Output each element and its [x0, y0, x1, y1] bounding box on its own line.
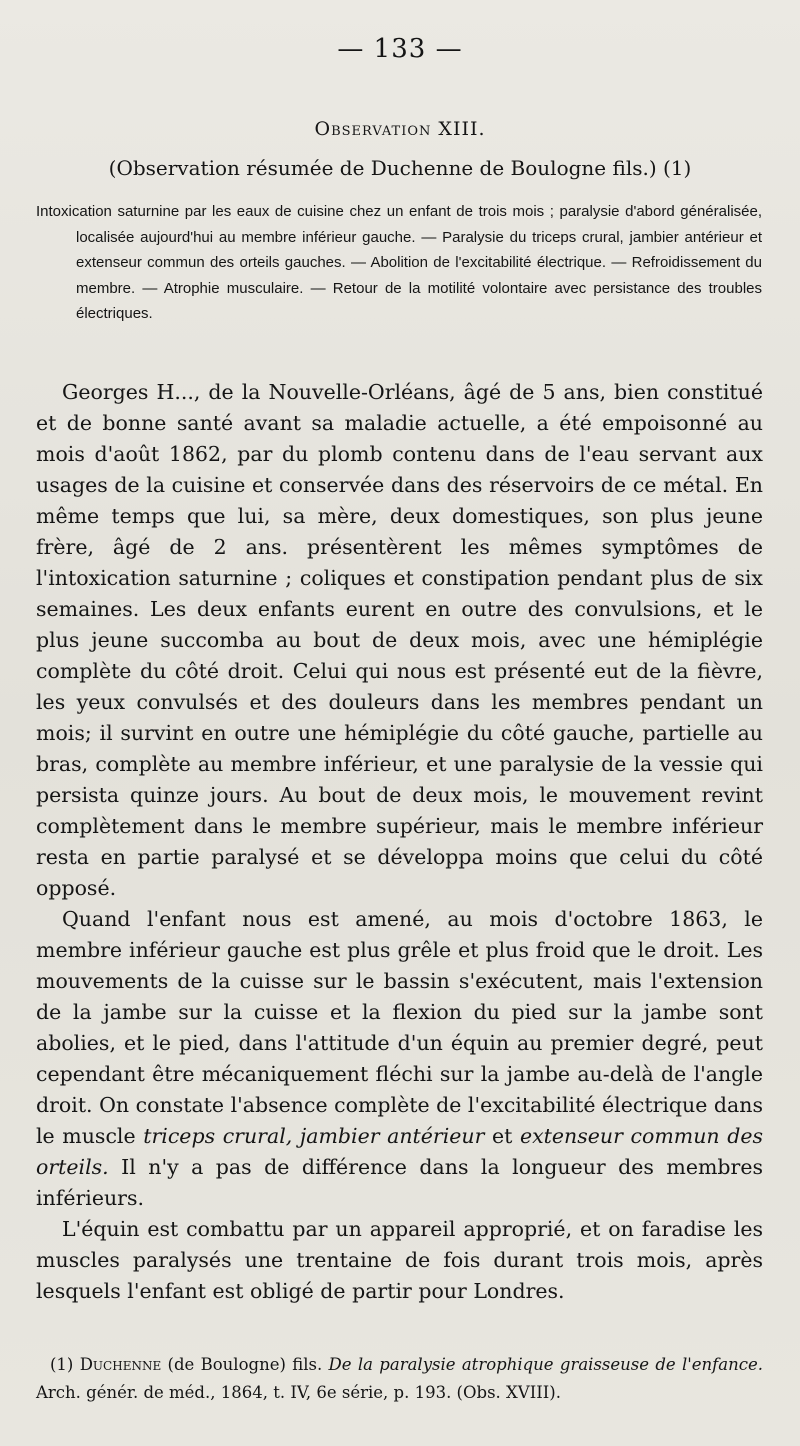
observation-subtitle: (Observation résumée de Duchenne de Boulogne fils.) (1) [108, 156, 692, 180]
footnote-marker: (1) [50, 1355, 80, 1374]
footnote-author-detail: (de Boulogne) fils. [161, 1355, 329, 1374]
paragraph-examination-text-mid: et [484, 1124, 520, 1148]
muscle-names-italic-2: extenseur commun des orteils. [36, 1124, 763, 1179]
footnote [36, 1351, 763, 1407]
footnote-reference: Arch. génér. de méd., 1864, t. IV, 6e série, p. 193. (Obs. XVIII). [36, 1383, 561, 1402]
observation-title: Observation XIII. [314, 118, 486, 140]
paragraph-examination [36, 904, 763, 1214]
paragraph-history: Georges H..., de la Nouvelle-Orléans, âgé de 5 ans, bien constitué et de bonne santé avant sa maladie actuelle, a été empoisonné au mois d'août 1862, par du plomb contenu dans de l'eau servant aux usages de la cuisine et conservée dans des réservoirs de ce métal. En même temps que lui, sa mère, deux domestiques, son plus jeune frère, âgé de 2 ans. présentèrent les mêmes symptômes de l'intoxication saturnine ; coliques et constipation pendant plus de six semaines. Les deux enfants eurent en outre des convulsions, et le plus jeune succomba au bout de deux mois, avec une hémiplégie complète du côté droit. Celui qui nous est présenté eut de la fièvre, les yeux convulsés et des douleurs dans les membres pendant un mois; il survint en outre une hémiplégie du côté gauche, partielle au bras, complète au membre inférieur, et une paralysie de la vessie qui persista quinze jours. Au bout de deux mois, le mouvement revint complètement dans le membre supérieur, mais le membre inférieur resta en partie paralysé et se développa moins que celui du côté opposé. [36, 380, 763, 900]
case-summary: Intoxication saturnine par les eaux de cuisine chez un enfant de trois mois ; paralysie d'abord généralisée, localisée aujourd'hui au membre inférieur gauche. — Paralysie du triceps crural, jambier antérieur et extenseur commun des orteils gauches. — Abolition de l'excitabilité électrique. — Refroidissement du membre. — Atrophie musculaire. — Retour de la motilité volontaire avec persistance des troubles électriques. [36, 203, 762, 322]
body-text [36, 377, 763, 1307]
footnote-work-title: De la paralysie atrophique graisseuse de l'enfance. [328, 1355, 763, 1374]
paragraph-examination-text-start: Quand l'enfant nous est amené, au mois d'octobre 1863, le membre inférieur gauche est plus grêle et plus froid que le droit. Les mouvements de la cuisse sur le bassin s'exécutent, mais l'extension de la jambe sur la cuisse et la flexion du pied sur la jambe sont abolies, et le pied, dans l'attitude d'un équin au premier degré, peut cependant être mécaniquement fléchi sur la jambe au-delà de l'angle droit. On constate l'absence complète de l'excitabilité électrique dans le muscle [36, 907, 763, 1148]
paragraph-examination-text-end: Il n'y a pas de différence dans la longueur des membres inférieurs. [36, 1155, 763, 1210]
footnote-author: Duchenne [79, 1355, 162, 1374]
paragraph-treatment: L'équin est combattu par un appareil approprié, et on faradise les muscles paralysés une trentaine de fois durant trois mois, après lesquels l'enfant est obligé de partir pour Londres. [36, 1217, 763, 1303]
muscle-names-italic-1: triceps crural, jambier antérieur [143, 1124, 485, 1148]
page-number: — 133 — [337, 34, 463, 64]
